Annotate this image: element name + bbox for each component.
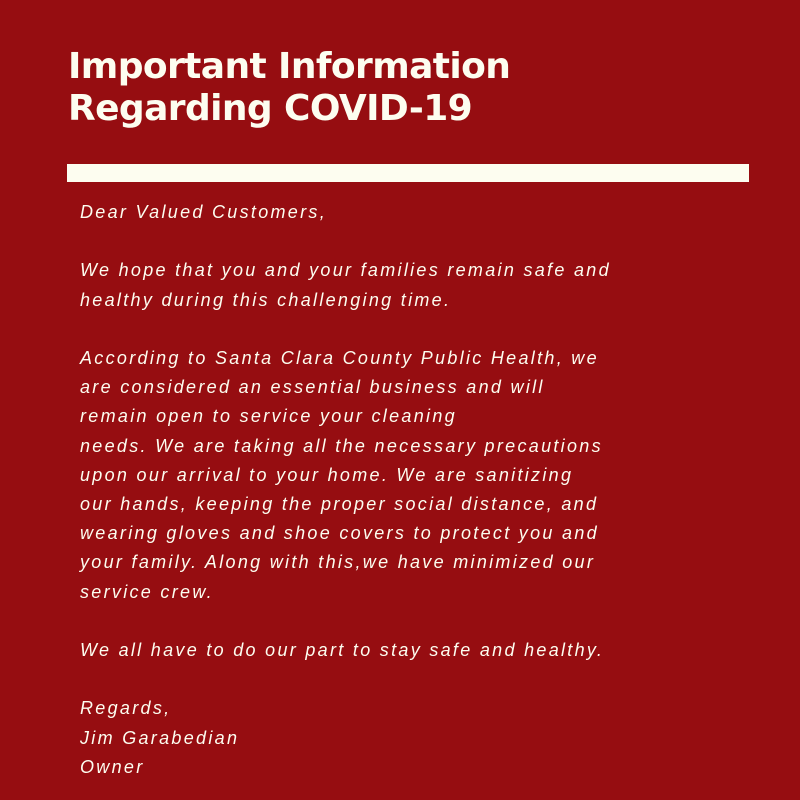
- divider-bar: [67, 164, 749, 182]
- paragraph-2-line: remain open to service your cleaning: [80, 406, 457, 427]
- paragraph-2-line: upon our arrival to your home. We are sanitizing: [80, 464, 574, 485]
- paragraph-3-text: We all have to do our part to stay safe and healthy.: [80, 640, 605, 660]
- paragraph-1-line: We hope that you and your families remain safe and: [80, 260, 611, 281]
- closing: Regards,: [80, 698, 172, 719]
- signature-block: [80, 694, 740, 782]
- paragraph-2-line: According to Santa Clara County Public Health, we: [80, 347, 599, 368]
- title-line-1: Important Information: [68, 46, 511, 87]
- paragraph-2-line: service crew.: [80, 581, 214, 602]
- signer-name: Jim Garabedian: [80, 727, 240, 748]
- greeting: [80, 198, 740, 227]
- paragraph-2-line: our hands, keeping the proper social distance, and: [80, 494, 599, 514]
- greeting-text: Dear Valued Customers,: [80, 202, 328, 222]
- paragraph-2: [80, 344, 740, 607]
- paragraph-2-line: your family. Along with this,we have minimized our: [80, 552, 596, 573]
- title-line-2: Regarding COVID-19: [68, 88, 473, 129]
- paragraph-2-line: are considered an essential business and will: [80, 377, 545, 398]
- paragraph-2-line: wearing gloves and shoe covers to protect you and: [80, 523, 599, 544]
- paragraph-1-line: healthy during this challenging time.: [80, 289, 452, 310]
- paragraph-3: [80, 636, 740, 665]
- letter-body: [80, 198, 740, 782]
- paragraph-2-line: needs. We are taking all the necessary precautions: [80, 435, 603, 456]
- signer-title: Owner: [80, 756, 145, 777]
- paragraph-1: [80, 256, 740, 314]
- page-title: [68, 46, 510, 130]
